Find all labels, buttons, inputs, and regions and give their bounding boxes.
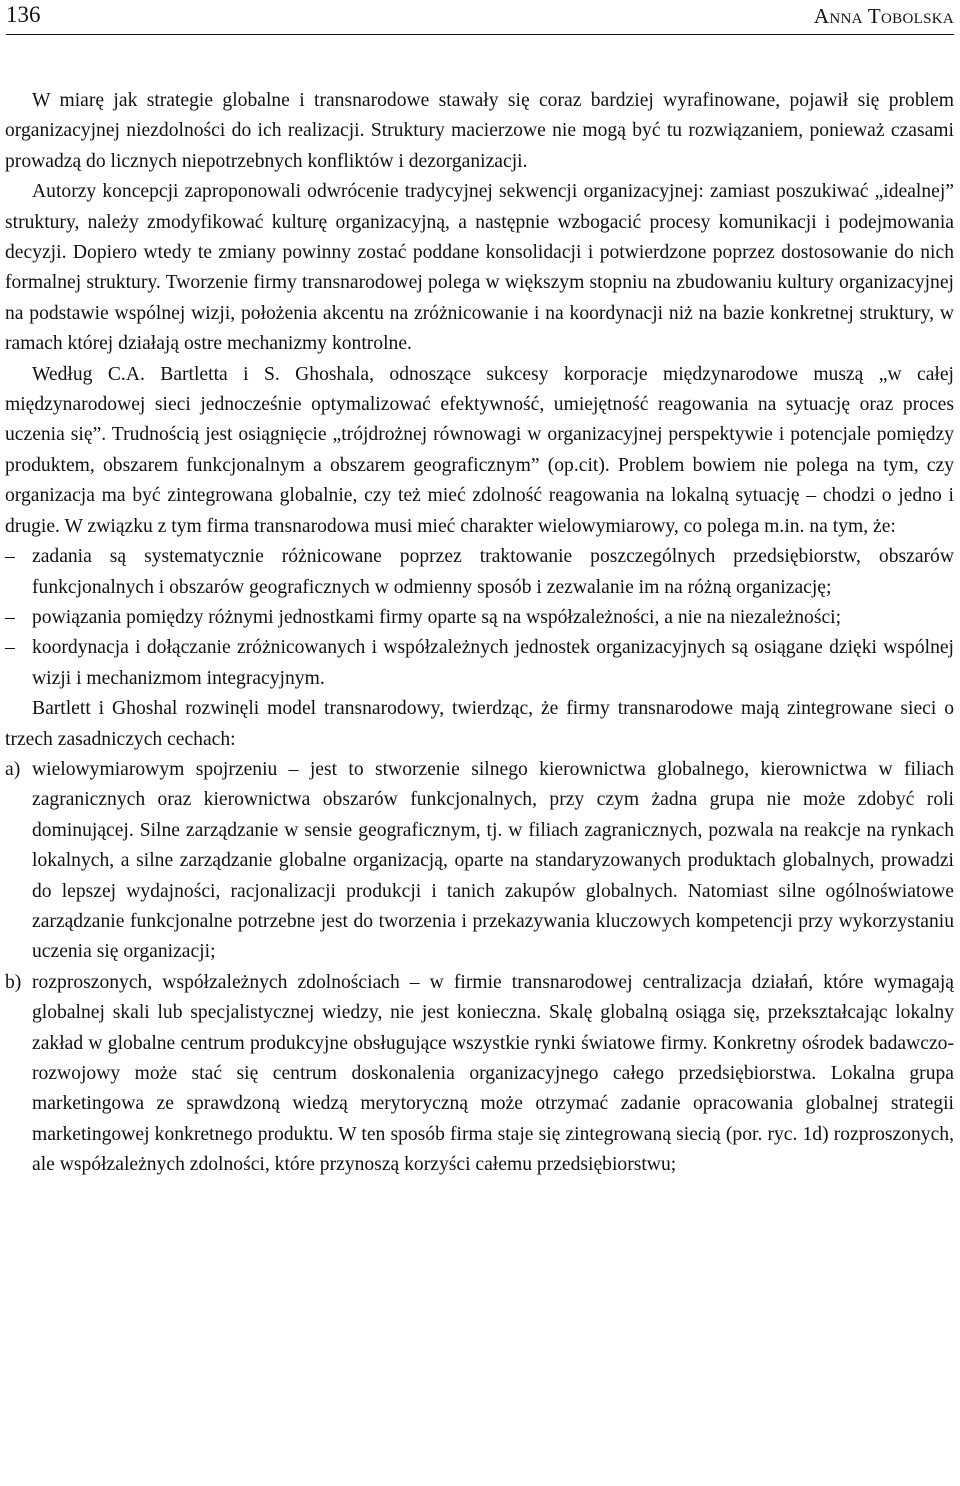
list-item bbox=[5, 968, 954, 1181]
paragraph: Według C.A. Bartletta i S. Ghoshala, odnoszące sukcesy korporacje międzynarodowe muszą „w całej międzynarodowej sieci jednocześnie optymalizować efektywność, umiejętność reagowania na sytuację oraz proces uczenia się”. Trudnością jest osiągnięcie „trójdrożnej równowagi w organizacyjnej perspektywie i potencjale pomiędzy produktem, obszarem funkcjonalnym a obszarem geograficznym” (op.cit). Problem bowiem nie polega na tym, czy organizacja ma być zintegrowana globalnie, czy też mieć zdolność reagowania na lokalną sytuację – chodzi o jedno i drugie. W związku z tym firma transnarodowa musi mieć charakter wielowymiarowy, co polega m.in. na tym, że: bbox=[5, 363, 954, 537]
page-header bbox=[6, 0, 954, 36]
letter-marker: b) bbox=[5, 971, 22, 993]
list-item-text: zadania są systematycznie różnicowane poprzez traktowanie poszczególnych przedsiębiorstw, obszarów funkcjonalnych i obszarów geograficznych w odmienny sposób i zezwalanie im na różną organizację; bbox=[32, 546, 954, 598]
dash-marker: – bbox=[5, 637, 15, 659]
letter-marker: a) bbox=[5, 758, 21, 780]
dash-marker: – bbox=[5, 606, 15, 628]
list-item-text: powiązania pomiędzy różnymi jednostkami firmy oparte są na współzależności, a nie na niezależności; bbox=[32, 606, 842, 628]
running-head-author: Anna Tobolska bbox=[813, 4, 954, 28]
lettered-list bbox=[5, 755, 954, 1181]
dash-marker: – bbox=[5, 546, 15, 568]
paragraph: Autorzy koncepcji zaproponowali odwrócenie tradycyjnej sekwencji organizacyjnej: zamiast poszukiwać „idealnej” struktury, należy zmodyfikować kulturę organizacyjną, a następnie wzbogacić procesy komunikacji i podejmowania decyzji. Dopiero wtedy te zmiany powinny zostać poddane konsolidacji i potwierdzone poprzez dostosowanie do nich formalnej struktury. Tworzenie firmy transnarodowej polega w większym stopniu na zbudowaniu kultury organizacyjnej na podstawie wspólnej wizji, położenia akcentu na zróżnicowanie i na koordynacji niż na bazie konkretnej struktury, w ramach której działają ostre mechanizmy kontrolne. bbox=[5, 181, 954, 355]
list-item-text: koordynacja i dołączanie zróżnicowanych i współzależnych jednostek organizacyjnych są osiągane dzięki wspólnej wizji i mechanizmom integracyjnym. bbox=[32, 637, 954, 689]
header-rule bbox=[6, 34, 954, 35]
paragraph: W miarę jak strategie globalne i transnarodowe stawały się coraz bardziej wyrafinowane, pojawił się problem organizacyjnej niezdolności do ich realizacji. Struktury macierzowe nie mogą być tu rozwiązaniem, ponieważ czasami prowadzą do licznych niepotrzebnych konfliktów i dezorganizacji. bbox=[5, 90, 954, 172]
paragraph: Bartlett i Ghoshal rozwinęli model transnarodowy, twierdząc, że firmy transnarodowe mają zintegrowane sieci o trzech zasadniczych cechach: bbox=[5, 698, 954, 750]
list-item bbox=[5, 603, 954, 633]
list-item bbox=[5, 542, 954, 603]
list-item-text: wielowymiarowym spojrzeniu – jest to stworzenie silnego kierownictwa globalnego, kierownictwa w filiach zagranicznych oraz kierownictwa obszarów funkcjonalnych, przy czym żadna grupa nie może zdobyć roli dominującej. Silne zarządzanie w sensie geograficznym, tj. w filiach zagranicznych, pozwala na reakcje na rynkach lokalnych, a silne zarządzanie globalne organizacją, oparte na standaryzowanych produktach globalnych, prowadzi do lepszej wydajności, racjonalizacji produkcji i tanich zakupów globalnych. Natomiast silne ogólnoświatowe zarządzanie funkcjonalne potrzebne jest do tworzenia i przekazywania kluczowych kompetencji przy wykorzystaniu uczenia się organizacji; bbox=[32, 758, 954, 963]
page-number: 136 bbox=[6, 2, 41, 27]
list-item bbox=[5, 755, 954, 968]
list-item bbox=[5, 633, 954, 694]
dash-list bbox=[5, 542, 954, 694]
body-text bbox=[5, 86, 954, 1181]
list-item-text: rozproszonych, współzależnych zdolnościach – w firmie transnarodowej centralizacja działań, które wymagają globalnej skali lub specjalistycznej wiedzy, nie jest konieczna. Skalę globalną osiąga się, przekształcając lokalny zakład w globalne centrum produkcyjne obsługujące wszystkie rynki światowe firmy. Konkretny ośrodek badawczo-rozwojowy może stać się centrum doskonalenia organizacyjnego całego przedsiębiorstwa. Lokalna grupa marketingowa ze sprawdzoną wiedzą merytoryczną może otrzymać zadanie opracowania globalnej strategii marketingowej konkretnego produktu. W ten sposób firma staje się zintegrowaną siecią (por. ryc. 1d) rozproszonych, ale współzależnych zdolności, które przynoszą korzyści całemu przedsiębiorstwu; bbox=[32, 971, 954, 1176]
